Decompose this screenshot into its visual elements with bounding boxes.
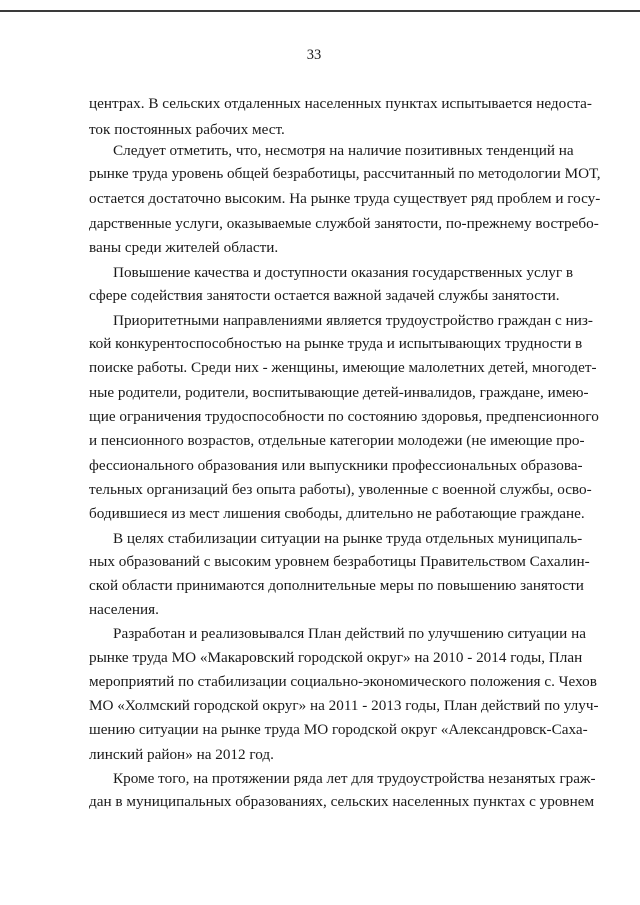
page-number: 33 [306,47,322,63]
paragraph-first-line: Следует отметить, что, несмотря на наличие позитивных тенденций на [113,142,574,159]
text-line: линский район» на 2012 год. [89,746,274,763]
paragraph-first-line: Повышение качества и доступности оказания государственных услуг в [113,264,574,281]
text-line: центрах. В сельских отдаленных населенных пунктах испытывается недоста- [89,95,592,112]
text-line: ваны среди жителей области. [89,239,279,256]
text-line: фессионального образования или выпускники профессиональных образова- [89,457,583,474]
text-line: рынке труда уровень общей безработицы, рассчитанный по методологии МОТ, [89,165,601,182]
scan-edge-line [0,10,640,12]
text-line: сфере содействия занятости остается важной задачей службы занятости. [89,287,560,304]
text-line: дан в муниципальных образованиях, сельских населенных пунктах с уровнем [89,793,595,810]
text-line: ных образований с высоким уровнем безработицы Правительством Сахалин- [89,553,590,570]
text-line: тельных организаций без опыта работы), уволенные с военной службы, осво- [89,481,592,498]
text-line: ской области принимаются дополнительные меры по повышению занятости [89,577,584,594]
text-line: ток постоянных рабочих мест. [89,121,285,138]
text-line: щие ограничения трудоспособности по состоянию здоровья, предпенсионного [89,408,599,425]
text-line: поиске работы. Среди них - женщины, имеющие малолетних детей, многодет- [89,359,597,376]
text-line: кой конкурентоспособностью на рынке труда и испытывающих трудности в [89,335,583,352]
text-line: ные родители, родители, воспитывающие детей-инвалидов, граждане, имею- [89,384,589,401]
text-line: рынке труда МО «Макаровский городской округ» на 2010 - 2014 годы, План [89,649,583,666]
text-line: МО «Холмский городской округ» на 2011 - 2013 годы, План действий по улуч- [89,697,599,714]
paragraph-first-line: Кроме того, на протяжении ряда лет для трудоустройства незанятых граж- [113,770,596,787]
paragraph-first-line: В целях стабилизации ситуации на рынке труда отдельных муниципаль- [113,530,583,547]
paragraph-first-line: Приоритетными направлениями является трудоустройство граждан с низ- [113,312,593,329]
paragraph-first-line: Разработан и реализовывался План действий по улучшению ситуации на [113,625,586,642]
text-line: населения. [89,601,159,618]
text-line: и пенсионного возрастов, отдельные категории молодежи (не имеющие про- [89,432,585,449]
text-line: бодившиеся из мест лишения свободы, длительно не работающие граждане. [89,505,585,522]
text-line: остается достаточно высоким. На рынке труда существует ряд проблем и госу- [89,190,601,207]
text-line: мероприятий по стабилизации социально-экономического положения с. Чехов [89,673,597,690]
text-line: шению ситуации на рынке труда МО городской округ «Александровск-Саха- [89,721,588,738]
text-line: дарственные услуги, оказываемые службой занятости, по-прежнему востребо- [89,215,599,232]
